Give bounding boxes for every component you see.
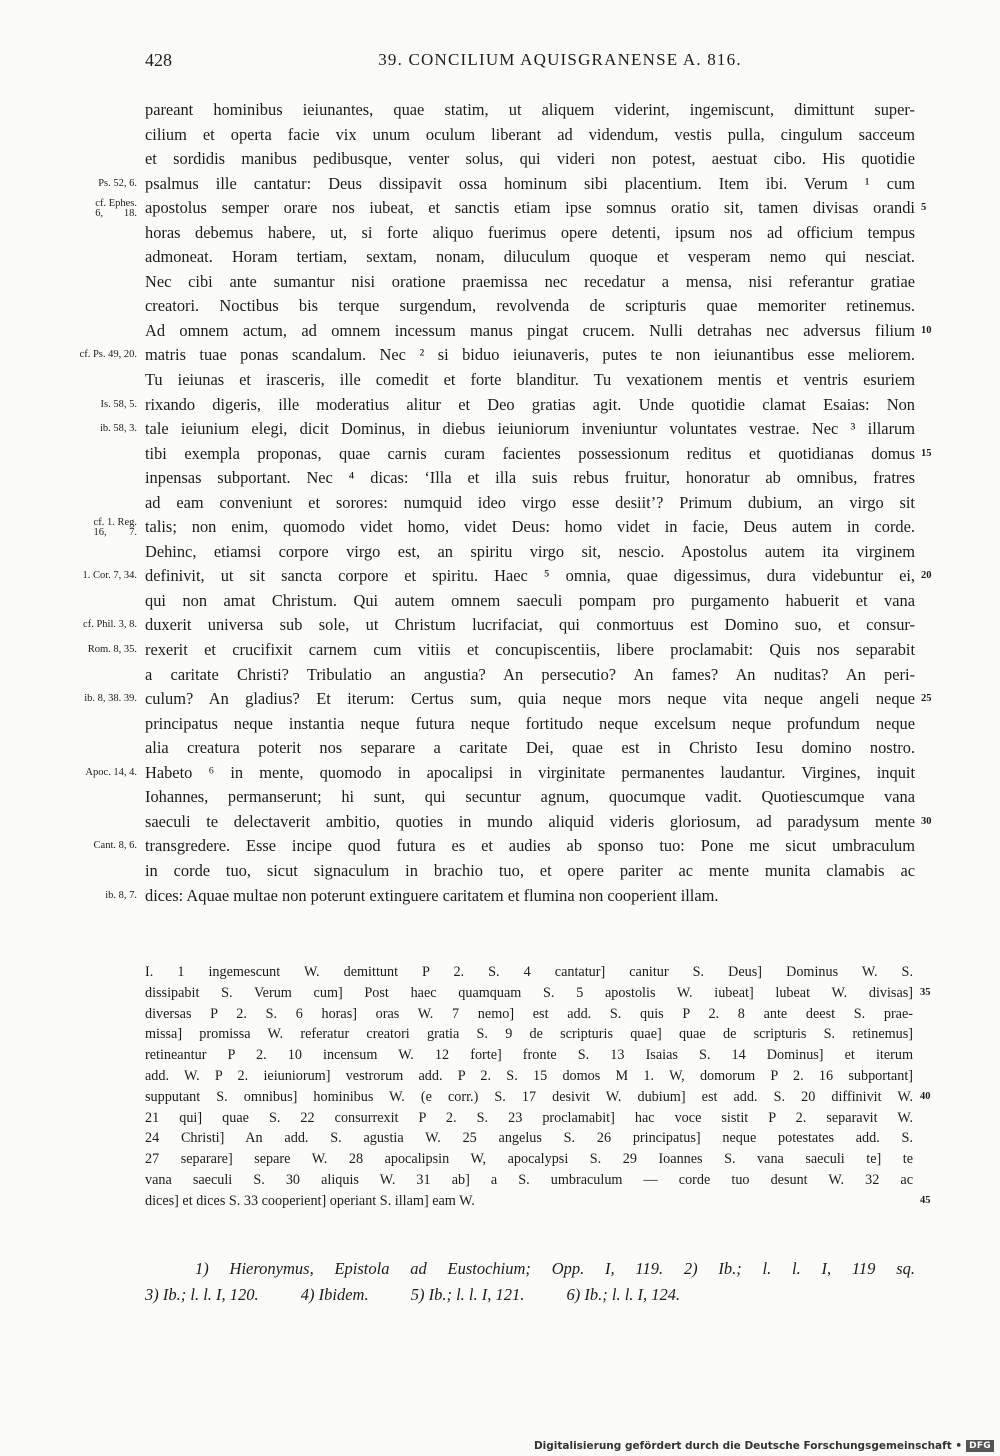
line-text: creatori. Noctibus bis terque surgendum, revolvenda de scripturis quae memoriter retinemus. xyxy=(145,296,915,316)
text-line xyxy=(145,442,932,467)
line-text: transgredere. Esse incipe quod futura es et audies ab sponso tuo: Pone me sicut umbraculum xyxy=(145,836,915,856)
line-text: Nec cibi ante sumantur nisi oratione praemissa nec recedatur a mensa, nisi referantur gratiae xyxy=(145,271,915,291)
margin-reference: cf. Phil. 3, 8. xyxy=(83,619,137,631)
line-text: pareant hominibus ieiunantes, quae statim, ut aliquem viderint, ingemiscunt, dimittunt super- xyxy=(145,100,915,119)
apparatus-line xyxy=(145,1128,913,1149)
line-number: 30 xyxy=(921,815,932,827)
line-number: 15 xyxy=(921,447,932,459)
line-text: culum? An gladius? Et iterum: Certus sum, quia neque mors neque vita neque angeli neque xyxy=(145,689,915,709)
margin-reference: cf. 1. Reg. 16, 7. xyxy=(93,517,137,539)
line-text: definivit, ut sit sancta corpore et spiritu. Haec ⁵ omnia, quae digessimus, dura videbuntur ei, xyxy=(145,566,915,586)
line-text: tibi exempla proponas, quae carnis curam facientes possessionum reditus et quotidianas domus xyxy=(145,443,915,463)
text-line xyxy=(145,785,915,810)
margin-reference: ib. 8, 38. 39. xyxy=(84,693,137,705)
apparatus-line xyxy=(145,983,931,1004)
margin-reference: Cant. 8, 6. xyxy=(93,840,137,852)
credit-text: Digitalisierung gefördert durch die Deutsche Forschungsgemeinschaft • xyxy=(533,1440,963,1452)
line-text: 21 qui] quae S. 22 consurrexit P 2. S. 23 proclamabit] hac voce sistit P 2. separavit W. xyxy=(145,1109,913,1126)
apparatus-line xyxy=(145,1066,913,1087)
text-line xyxy=(145,736,915,761)
line-text: dissipabit S. Verum cum] Post haec quamquam S. 5 apostolis W. iubeat] lubeat W. divisas] xyxy=(145,984,913,1001)
line-text: retineantur P 2. 10 incensum W. 12 forte] fronte S. 13 Isaias S. 14 Dominus] et iterum xyxy=(145,1047,913,1064)
footnote-2: 2) Ib.; l. l. I, 119 sq. xyxy=(683,1259,915,1278)
line-number: 25 xyxy=(921,693,932,705)
text-line xyxy=(145,810,932,835)
line-text: inpensas subportant. Nec ⁴ dicas: ‘Illa et illa suis rebus fruitur, honoratur ab omnibus, fratres xyxy=(145,468,915,488)
line-text: talis; non enim, quomodo videt homo, videt Deus: homo videt in facie, Deus autem in corde. xyxy=(145,517,915,537)
line-text: et sordidis manibus pedibusque, venter solus, qui videri non potest, aestuat cibo. His quotidie xyxy=(145,149,915,169)
text-line xyxy=(145,245,915,270)
line-number: 20 xyxy=(921,570,932,582)
line-text: Tu ieiunas et irasceris, ille comedit et forte blanditur. Tu vexationem mentis et ventris esuriem xyxy=(145,370,915,390)
line-text: horas debemus habere, ut, si forte aliquo fuerimus opere detenti, ipsum nos ad officium tempus xyxy=(145,222,915,242)
margin-reference: 1. Cor. 7, 34. xyxy=(82,570,137,582)
text-line xyxy=(145,221,915,246)
dfg-logo: DFG xyxy=(966,1440,994,1452)
line-text: Dehinc, etiamsi corpore virgo est, an spiritu virgo sit, nescio. Apostolus autem ita virginem xyxy=(145,541,915,561)
text-line xyxy=(83,613,915,638)
line-text: rexerit et crucifixit carnem cum vitiis et concupiscentiis, libere proclamabit: Quis nos separabit xyxy=(145,640,915,660)
line-text: missa] promissa W. referatur creatori gratia S. 9 de scripturis quae] quae de scripturis S. retinemus] xyxy=(145,1026,913,1043)
text-line xyxy=(145,712,915,737)
apparatus-line xyxy=(145,1004,913,1025)
margin-reference: Rom. 8, 35. xyxy=(87,644,137,656)
main-text xyxy=(79,98,932,908)
apparatus-line xyxy=(145,1108,913,1129)
text-line xyxy=(93,834,915,859)
text-line xyxy=(145,491,915,516)
running-title: 39. CONCILIUM AQUISGRANENSE A. 816. xyxy=(378,50,742,69)
text-line xyxy=(145,294,915,319)
apparatus-line xyxy=(145,1149,913,1170)
line-text: admoneat. Horam tertiam, sextam, nonam, diluculum quoque et vesperam nemo qui nesciat. xyxy=(145,247,915,267)
apparatus-line xyxy=(145,1087,931,1108)
text-line xyxy=(93,515,915,540)
line-text: Habeto ⁶ in mente, quomodo in apocalipsi in virginitate permanentes laudantur. Virgines, inquit xyxy=(145,762,915,782)
line-number: 40 xyxy=(920,1090,931,1102)
text-line xyxy=(145,859,915,884)
apparatus-line xyxy=(145,1170,913,1191)
footnotes xyxy=(145,1256,915,1308)
text-line xyxy=(98,172,915,197)
text-line xyxy=(145,663,915,688)
text-line xyxy=(99,417,915,442)
line-text: ad eam conveniunt et sorores: numquid ideo virgo esse desiit’? Primum dubium, an virgo sit xyxy=(145,492,915,512)
page-number: 428 xyxy=(145,50,172,70)
text-line xyxy=(145,98,915,123)
text-line xyxy=(145,466,915,491)
apparatus-line xyxy=(145,962,913,983)
digitization-credit xyxy=(534,1440,994,1452)
line-text: dices] et dices S. 33 cooperient] operiant S. illam] eam W. xyxy=(145,1192,475,1209)
text-line xyxy=(87,638,915,663)
footnote-line-1 xyxy=(145,1256,915,1282)
line-text: supputant S. omnibus] hominibus W. (e corr.) S. 17 desivit W. dubium] est add. S. 20 diffinivit W. xyxy=(145,1088,913,1105)
text-line xyxy=(82,564,932,589)
text-line xyxy=(145,319,932,344)
footnote-6: 6) Ib.; l. l. I, 124. xyxy=(566,1285,681,1304)
text-line xyxy=(145,540,915,565)
line-text: duxerit universa sub sole, ut Christum lucrifaciat, qui conmortuus est Domino suo, et consur- xyxy=(145,615,915,635)
margin-reference: ib. 8, 7. xyxy=(105,889,137,901)
line-text: qui non amat Christum. Qui autem omnem saeculi pompam pro purgamento habuerit et vana xyxy=(145,590,915,610)
footnote-3: 3) Ib.; l. l. I, 120. xyxy=(145,1285,259,1304)
line-text: cilium et operta facie vix unum oculum liberant ad videndum, vestis pulla, cingulum sacceum xyxy=(145,124,915,144)
line-text: Ad omnem actum, ad omnem incessum manus pingat crucem. Nulli detrahas nec adversus filium xyxy=(145,320,915,340)
line-text: saeculi te delectaverit ambitio, quoties in mundo aliquid videris gloriosum, ad paradysum mente xyxy=(145,811,915,831)
text-line xyxy=(145,368,915,393)
line-text: principatus neque instantia neque futura neque fortitudo neque excelsum neque profundum neque xyxy=(145,713,915,733)
line-text: in corde tuo, sicut signaculum in brachio tuo, et opere pariter ac mente munita clamabis ac xyxy=(145,860,915,880)
line-text: rixando digeris, ille moderatius alitur et Deo gratias agit. Unde quotidie clamat Esaias: Non xyxy=(145,394,915,414)
apparatus-line xyxy=(145,1191,931,1212)
text-line xyxy=(95,196,927,221)
line-text: matris tuae ponas scandalum. Nec ² si biduo ieiunaveris, putes te non ieiunantibus esse meliorem. xyxy=(145,345,915,365)
text-line xyxy=(79,343,915,368)
text-line xyxy=(84,687,932,712)
line-text: diversas P 2. S. 6 horas] oras W. 7 nemo] est add. S. quis P 2. 8 ante deest S. prae- xyxy=(145,1005,913,1022)
line-text: a caritate Christi? Tribulatio an angustia? An persecutio? An fames? An nuditas? An peri- xyxy=(145,664,915,684)
text-line xyxy=(105,884,915,909)
text-line xyxy=(85,761,915,786)
margin-reference: cf. Ps. 49, 20. xyxy=(79,349,137,361)
line-text: psalmus ille cantatur: Deus dissipavit ossa hominum sibi placentium. Item ibi. Verum ¹ cum xyxy=(145,173,915,193)
line-text: I. 1 ingemescunt W. demittunt P 2. S. 4 cantatur] canitur S. Deus] Dominus W. S. xyxy=(145,964,913,980)
critical-apparatus xyxy=(145,962,931,1212)
line-text: Iohannes, permanserunt; hi sunt, qui secuntur agnum, quocumque vadit. Quotiescumque vana xyxy=(145,787,915,807)
text-line xyxy=(145,589,915,614)
text-line xyxy=(145,147,915,172)
line-text: apostolus semper orare nos iubeat, et sanctis etiam ipse somnus oratio sit, tamen divisas orandi xyxy=(145,198,915,218)
apparatus-line xyxy=(145,1024,913,1045)
margin-reference: cf. Ephes. 6, 18. xyxy=(95,198,137,220)
line-number: 45 xyxy=(920,1194,931,1206)
line-text: tale ieiunium elegi, dicit Dominus, in diebus ieiuniorum inveniuntur voluntates vestrae. Nec ³ illarum xyxy=(145,419,915,439)
line-text: add. W. P 2. ieiuniorum] vestrorum add. P 2. S. 15 domos M 1. W, domorum P 2. 16 subportant] xyxy=(145,1067,913,1084)
margin-reference: Is. 58, 5. xyxy=(100,398,137,410)
footnote-5: 5) Ib.; l. l. I, 121. xyxy=(410,1285,525,1304)
margin-reference: ib. 58, 3. xyxy=(99,423,137,435)
footnote-line-2 xyxy=(145,1282,915,1308)
text-line xyxy=(145,123,915,148)
footnote-4: 4) Ibidem. xyxy=(300,1285,369,1304)
line-number: 5 xyxy=(921,202,927,214)
margin-reference: Apoc. 14, 4. xyxy=(85,766,137,778)
line-text: vana saeculi S. 30 aliquis W. 31 ab] a S. umbraculum — corde tuo desunt W. 32 ac xyxy=(145,1171,913,1188)
running-header xyxy=(145,50,915,76)
line-text: 27 separare] separe W. 28 apocalipsin W, apocalypsi S. 29 Ioannes S. vana saeculi te] te xyxy=(145,1151,913,1168)
text-line xyxy=(145,270,915,295)
line-text: 24 Christi] An add. S. agustia W. 25 angelus S. 26 principatus] neque potestates add. S. xyxy=(145,1130,913,1147)
line-text: alia creatura poterit nos separare a caritate Dei, quae est in Christo Iesu domino nostro. xyxy=(145,738,915,758)
line-number: 35 xyxy=(920,986,931,998)
footnote-1: 1) Hieronymus, Epistola ad Eustochium; Opp. I, 119. xyxy=(195,1259,664,1278)
line-number: 10 xyxy=(921,324,932,336)
text-line xyxy=(100,393,915,418)
margin-reference: Ps. 52, 6. xyxy=(98,177,137,189)
apparatus-line xyxy=(145,1045,913,1066)
line-text: dices: Aquae multae non poterunt extinguere caritatem et flumina non cooperient illam. xyxy=(145,885,719,905)
